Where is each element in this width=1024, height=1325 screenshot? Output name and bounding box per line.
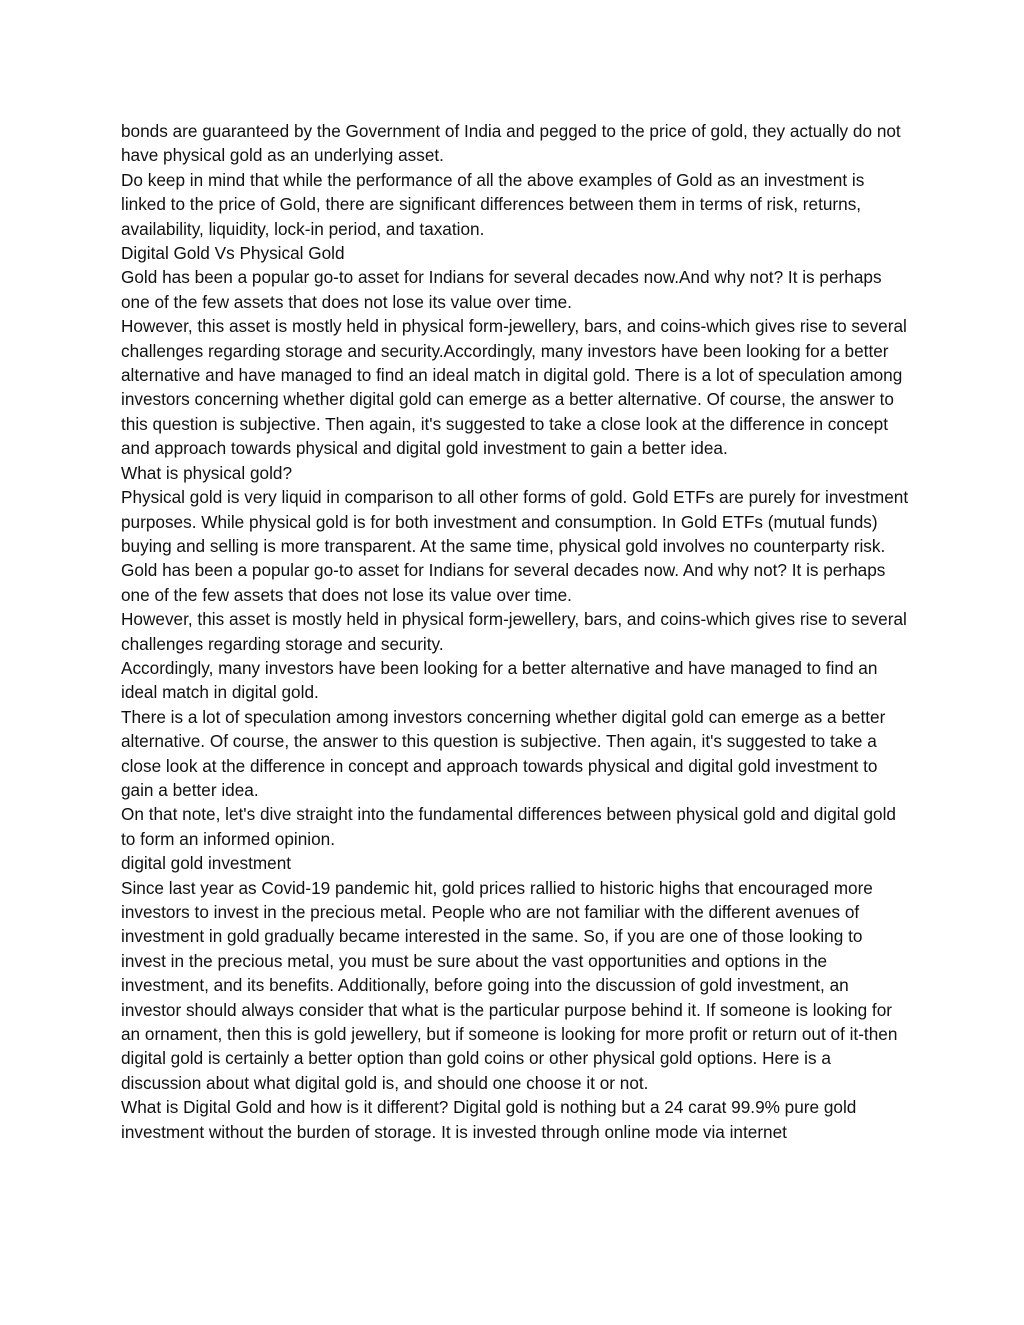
paragraph-better-alternative: Accordingly, many investors have been looking for a better alternative and have managed to find an ideal match in digital gold.: [121, 657, 878, 703]
paragraph-fundamental-differences: On that note, let's dive straight into the fundamental differences between physical gold and digital gold to form an informed opinion.: [121, 804, 896, 849]
paragraph-physical-gold-liquid: Physical gold is very liquid in comparison to all other forms of gold. Gold ETFs are purely for investment purposes. While physical gold is for both investment and consumption. In Gold ETFs (mutual funds) buying and selling is more transparent. At the same time, physical gold involves no counterparty risk. Gold has been a popular go-to asset for Indians for several decades now. And why not? It is perhaps one of the few assets that does not lose its value over time.: [121, 487, 909, 605]
paragraph-gold-differences: Do keep in mind that while the performance of all the above examples of Gold as an investment is linked to the price of Gold, there are significant differences between them in terms of risk, returns, availability, liquidity, lock-in period, and taxation.: [121, 169, 865, 239]
paragraph-popular-asset: Gold has been a popular go-to asset for Indians for several decades now.And why not? It is perhaps one of the few assets that does not lose its value over time.: [121, 267, 882, 312]
paragraph-gold-bonds: bonds are guaranteed by the Government of India and pegged to the price of gold, they actually do not have physical gold as an underlying asset.: [121, 121, 901, 166]
heading-digital-gold-investment: digital gold investment: [121, 853, 292, 874]
heading-digital-vs-physical: Digital Gold Vs Physical Gold: [121, 243, 345, 264]
document-page: [121, 119, 911, 1144]
paragraph-physical-form: However, this asset is mostly held in physical form-jewellery, bars, and coins-which gives rise to several challenges regarding storage and security.Accordingly, many investors have been looking for a better alternative and have managed to find an ideal match in digital gold. There is a lot of speculation among investors concerning whether digital gold can emerge as a better alternative. Of course, the answer to this question is subjective. Then again, it's suggested to take a close look at the difference in concept and approach towards physical and digital gold investment to gain a better idea.: [121, 316, 907, 459]
paragraph-speculation: There is a lot of speculation among investors concerning whether digital gold can emerge as a better alternative. Of course, the answer to this question is subjective. Then again, it's suggested to take a close look at the difference in concept and approach towards physical and digital gold investment to gain a better idea.: [121, 706, 886, 800]
paragraph-what-is-digital-gold: What is Digital Gold and how is it different? Digital gold is nothing but a 24 carat 99.9% pure gold investment without the burden of storage. It is invested through online mode via internet: [121, 1097, 857, 1142]
heading-what-is-physical-gold: What is physical gold?: [121, 462, 293, 483]
paragraph-storage-security: However, this asset is mostly held in physical form-jewellery, bars, and coins-which gives rise to several challenges regarding storage and security.: [121, 609, 907, 654]
paragraph-covid-rally: Since last year as Covid-19 pandemic hit, gold prices rallied to historic highs that encouraged more investors to invest in the precious metal. People who are not familiar with the different avenues of investment in gold gradually became interested in the same. So, if you are one of those looking to invest in the precious metal, you must be sure about the vast opportunities and options in the investment, and its benefits. Additionally, before going into the discussion of gold investment, an investor should always consider that what is the particular purpose behind it. If someone is looking for an ornament, then this is gold jewellery, but if someone is looking for more profit or return out of it-then digital gold is certainly a better option than gold coins or other physical gold options. Here is a discussion about what digital gold is, and should one choose it or not.: [121, 877, 898, 1093]
